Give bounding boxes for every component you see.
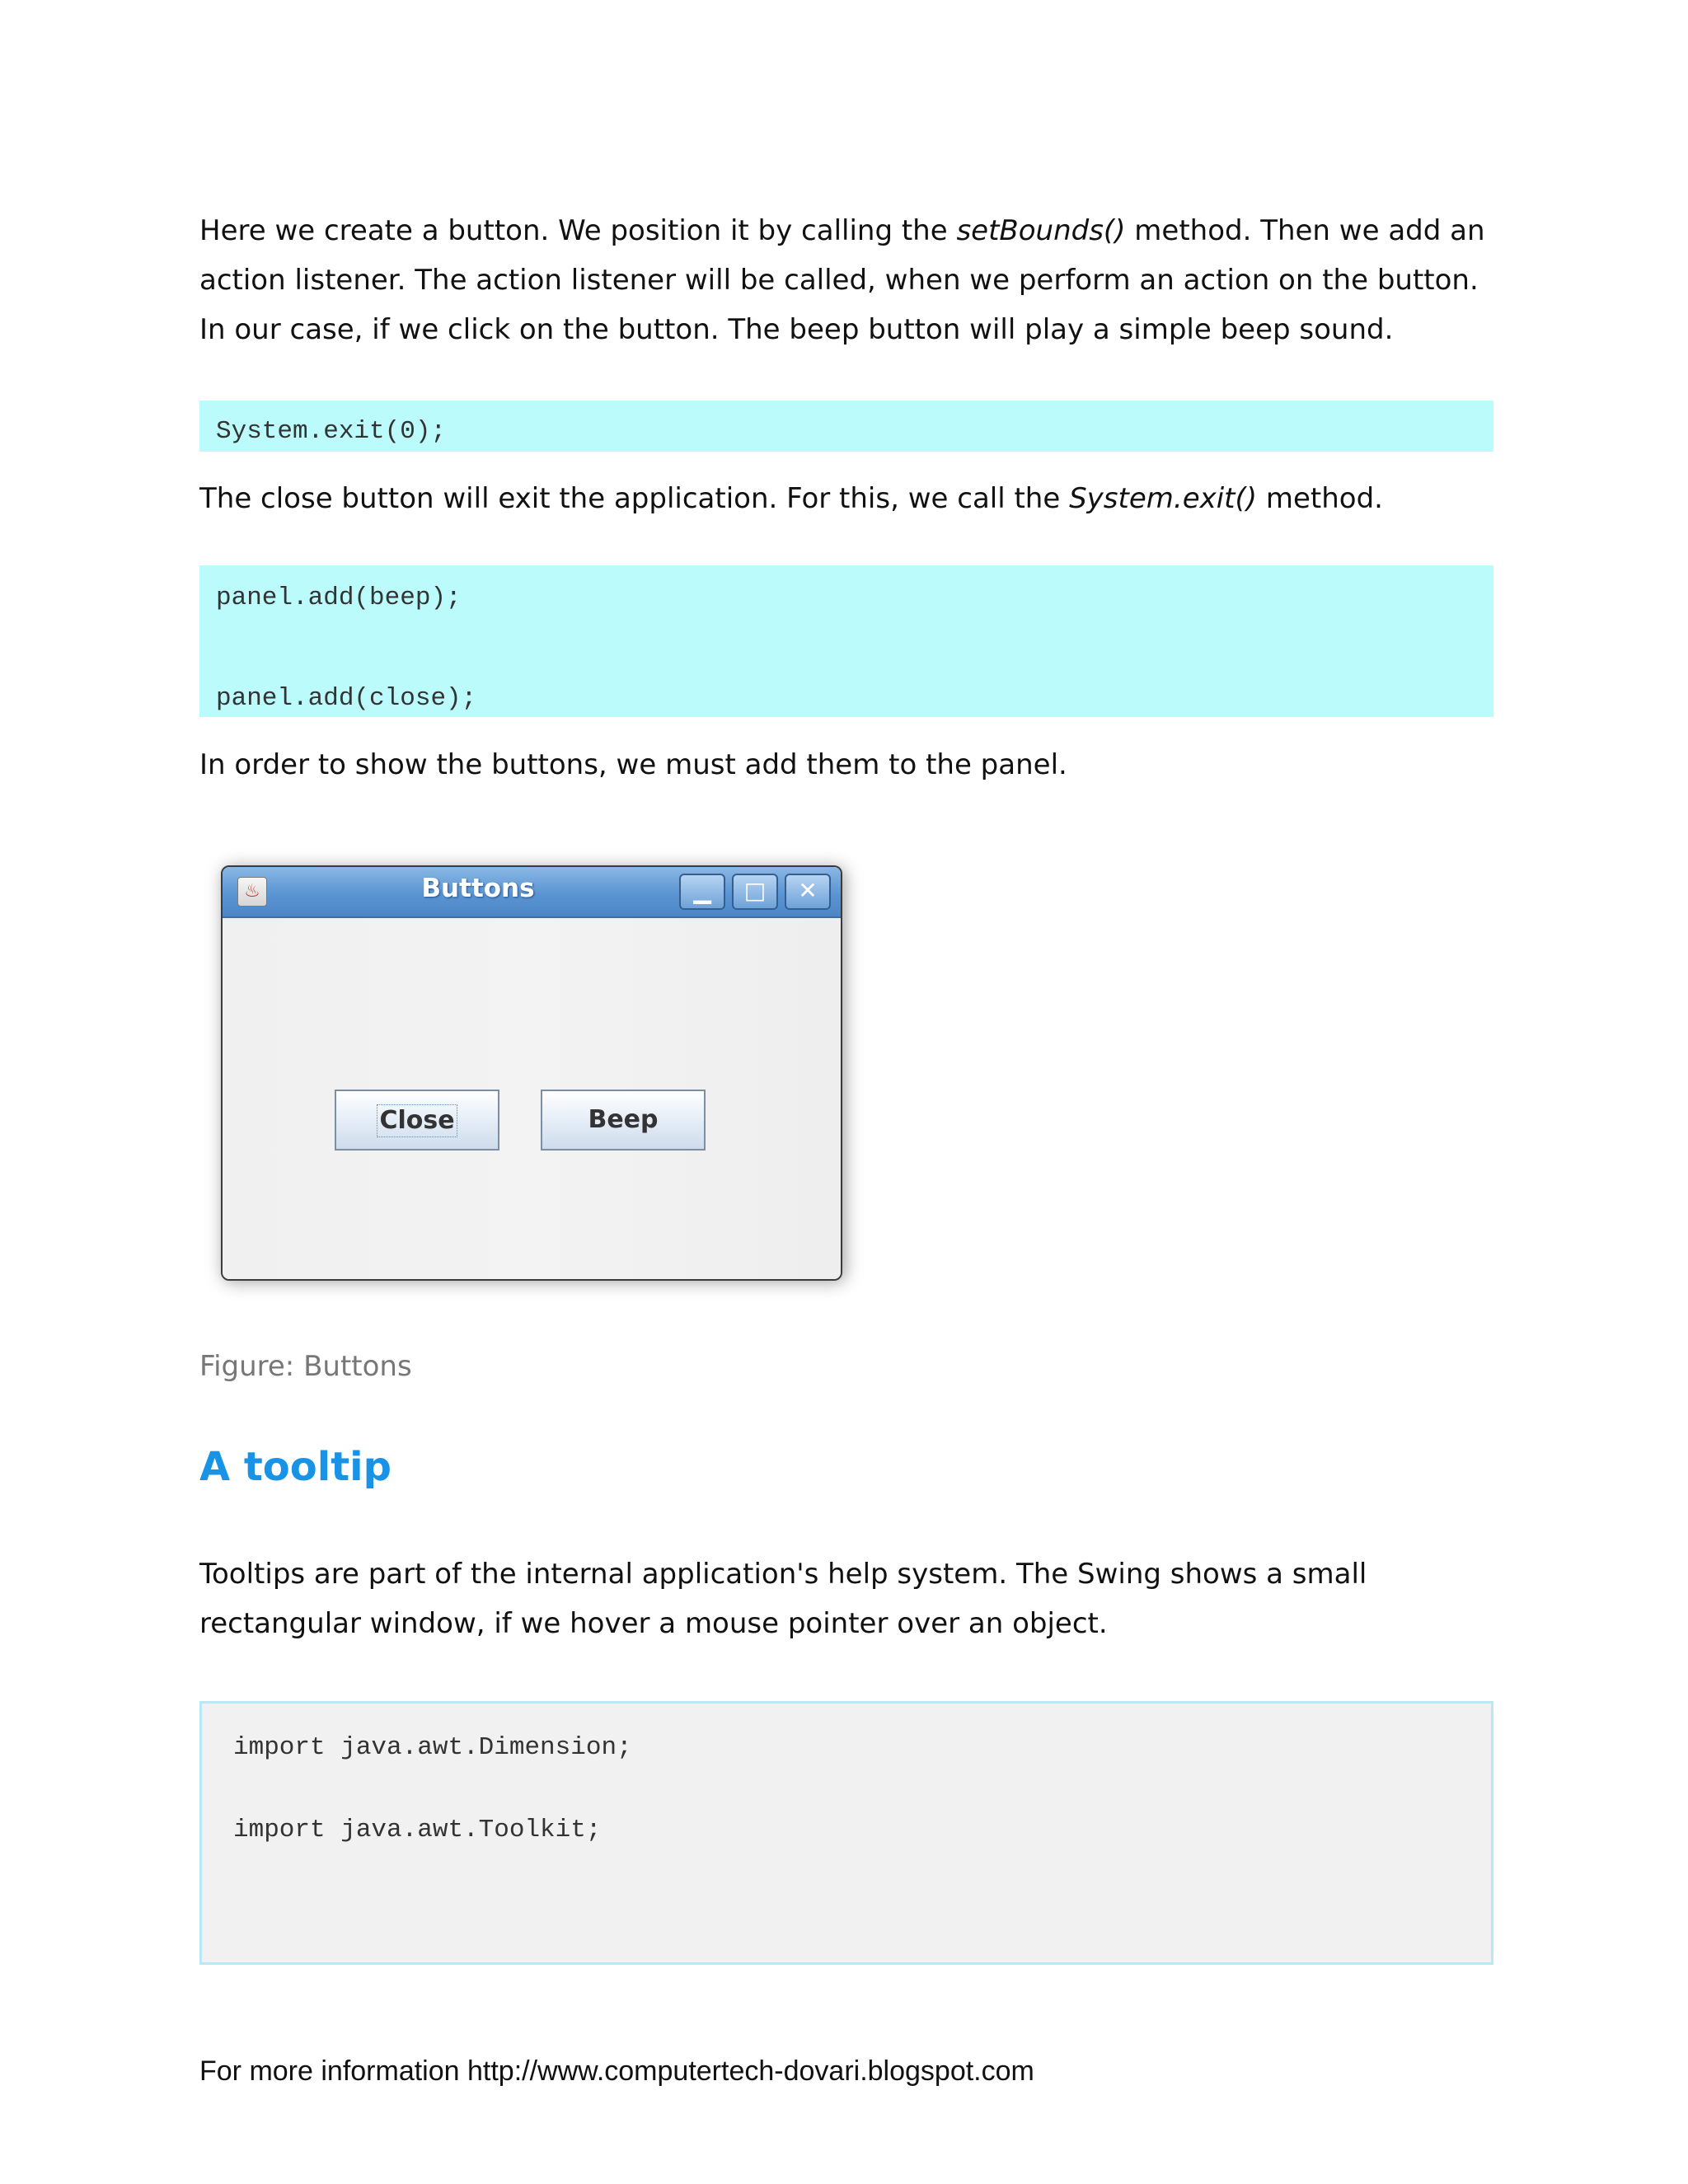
window-title: Buttons [421, 874, 535, 903]
code-line: import java.awt.Toolkit; [233, 1816, 602, 1844]
beep-button-label: Beep [588, 1105, 659, 1134]
maximize-icon[interactable]: □ [732, 874, 778, 910]
text-run: Here we create a button. We position it by calling the [199, 214, 957, 247]
close-button[interactable] [335, 1090, 499, 1151]
code-reference: System.exit() [1069, 482, 1258, 515]
close-button-label: Close [377, 1104, 457, 1137]
code-block-panel-add [199, 565, 1493, 717]
close-icon[interactable]: ✕ [785, 874, 831, 910]
java-icon: ♨ [237, 877, 267, 907]
code-reference: setBounds() [956, 214, 1126, 247]
footer-link-text: For more information http://www.computertech-dovari.blogspot.com [199, 2055, 1034, 2087]
window-titlebar[interactable] [223, 867, 841, 918]
paragraph-tooltips [199, 1549, 1493, 1648]
figure-caption: Figure: Buttons [199, 1350, 412, 1383]
paragraph-line: rectangular window, if we hover a mouse pointer over an object. [199, 1607, 1108, 1640]
paragraph-close-button [199, 474, 1493, 523]
paragraph-line: Tooltips are part of the internal application's help system. The Swing shows a small [199, 1558, 1367, 1591]
beep-button[interactable] [541, 1090, 706, 1151]
text-run: method. [1257, 482, 1383, 515]
code-line: panel.add(close); [216, 684, 477, 713]
text-run: The close button will exit the application. For this, we call the [199, 482, 1070, 515]
minimize-icon[interactable]: ▁ [679, 874, 725, 910]
text-run: method. Then we add an [1125, 214, 1485, 247]
paragraph-setbounds [199, 206, 1493, 354]
window-content-panel [223, 918, 841, 1281]
paragraph-show-buttons: In order to show the buttons, we must add them to the panel. [199, 748, 1067, 781]
code-line: import java.awt.Dimension; [233, 1733, 632, 1762]
paragraph-line: action listener. The action listener will be called, when we perform an action on the button. [199, 264, 1479, 297]
code-block-imports [199, 1701, 1493, 1965]
code-line: System.exit(0); [216, 417, 447, 446]
paragraph-line [199, 206, 1493, 255]
paragraph-line: In our case, if we click on the button. The beep button will play a simple beep sound. [199, 313, 1394, 346]
buttons-window [221, 865, 842, 1281]
code-line: panel.add(beep); [216, 583, 462, 612]
section-heading: A tooltip [199, 1444, 392, 1490]
code-block-exit [199, 401, 1493, 452]
